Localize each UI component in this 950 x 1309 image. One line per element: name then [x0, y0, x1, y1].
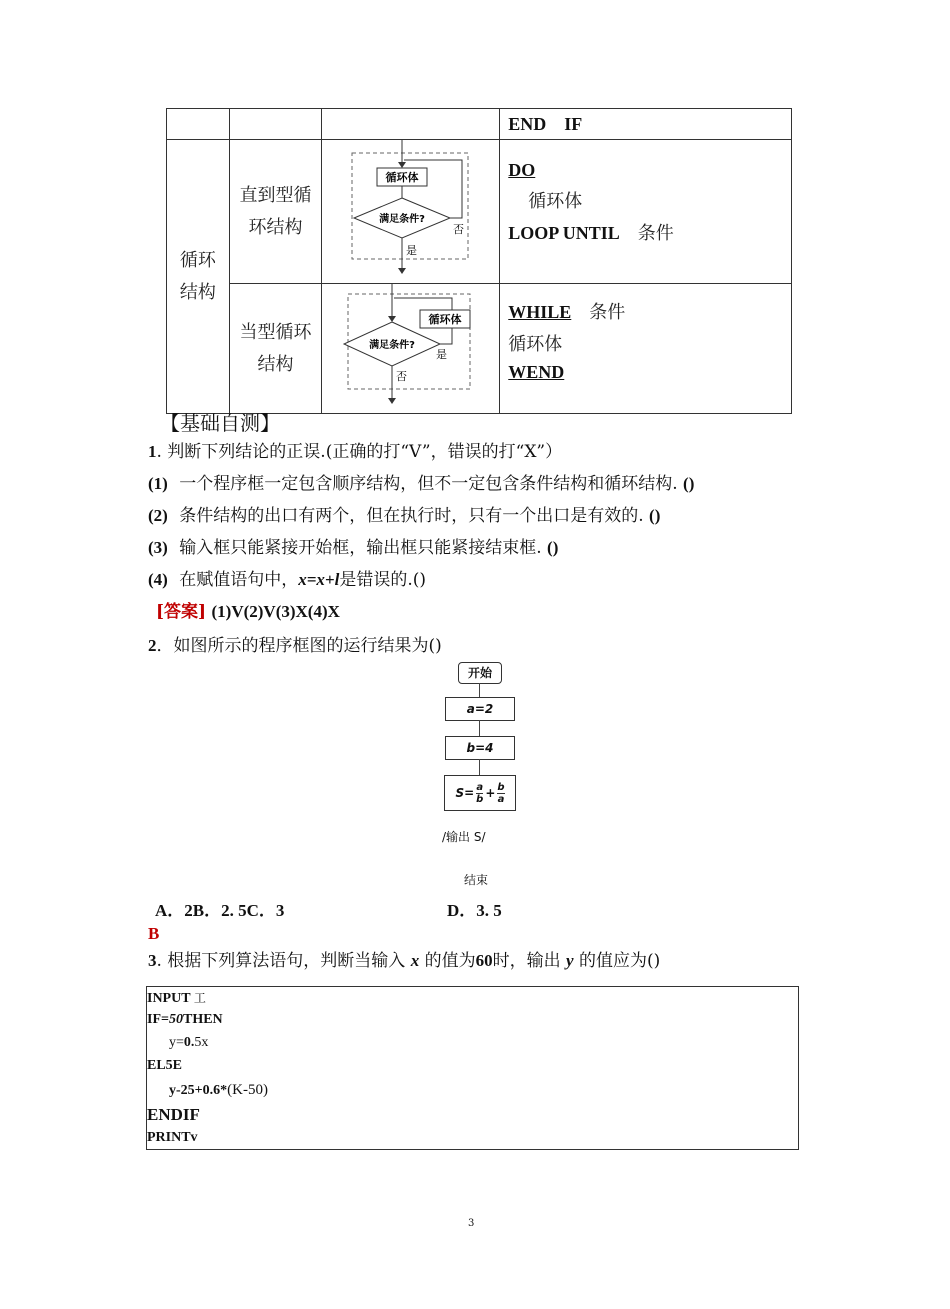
q1-stem [148, 437, 562, 467]
formula-plus: + [485, 786, 496, 800]
flow-output: /输出 S/ [442, 830, 486, 844]
q1-item-number: (2) [148, 506, 168, 525]
q1-item-blank: () [683, 474, 695, 493]
code-else-expr: (K-50) [227, 1082, 268, 1098]
yes-label: 是 [436, 348, 448, 361]
until-flowchart-cell [322, 140, 500, 284]
q2-number: 2 [148, 636, 157, 655]
yes-label: 是 [406, 244, 418, 257]
q1-item-number: (3) [148, 538, 168, 557]
flow-assign-b: b=4 [445, 736, 515, 760]
q1-item-text: 输入框只能紧接开始框，输出框只能紧接结束框. [179, 538, 542, 558]
until-flowchart [322, 140, 499, 279]
loop-body-text: 循环体 [428, 313, 462, 326]
flow-end: 结束 [464, 873, 489, 887]
while-loop-name-cell [229, 284, 322, 414]
q3-stem-text: 的值应为() [578, 951, 661, 971]
code-coeff: 0. [183, 1035, 195, 1050]
code-if-value: 50 [168, 1012, 183, 1027]
arrow-icon [398, 268, 406, 274]
table-cell [229, 109, 322, 140]
q3-stem-text: . 根据下列算法语句，判断当输入 [156, 951, 406, 971]
answer-label: [答案] [156, 602, 207, 622]
code-line: EL5E [147, 1058, 183, 1073]
page-number: 3 [468, 1218, 475, 1229]
q1-answer [156, 597, 340, 627]
fraction [497, 782, 504, 805]
q1-item-text: 是错误的. [339, 570, 413, 590]
code-then: THEN [182, 1012, 223, 1027]
code-wend: WEND [508, 362, 565, 382]
fraction-denominator: a [497, 793, 505, 805]
code-input-var: 工 [193, 991, 206, 1005]
until-loop-name: 直到型循 环结构 [239, 184, 312, 238]
table-row [167, 140, 792, 284]
q2-stem-text: ．如图所示的程序框图的运行结果为() [156, 636, 442, 656]
loop-back-line [394, 298, 452, 310]
q1-stem-text: . 判断下列结论的正误.(正确的打“V”，错误的打“X”） [156, 442, 563, 462]
fraction [476, 782, 483, 805]
flow-compute-s [444, 775, 516, 811]
while-flowchart [322, 284, 499, 409]
fraction-denominator: b [476, 793, 484, 805]
q2-answer: B [148, 924, 160, 943]
q1-item-blank: () [547, 538, 559, 557]
table-cell [167, 109, 230, 140]
q1-number: 1 [148, 442, 157, 461]
code-do: DO [508, 160, 536, 180]
q1-item [148, 533, 558, 563]
flow-line [440, 328, 452, 344]
no-label: 否 [453, 223, 465, 236]
q1-item-blank: () [649, 506, 661, 525]
flow-line [479, 683, 480, 697]
code-line [147, 1012, 223, 1028]
loop-body-text: 循环体 [385, 171, 419, 184]
no-label: 否 [396, 370, 408, 383]
code-else-assign: y-25+0.6* [169, 1083, 228, 1098]
while-code-cell [500, 284, 792, 414]
q1-item-text: 一个程序框一定包含顺序结构，但不一定包含条件结构和循环结构. [179, 474, 678, 494]
q3-number: 3 [148, 951, 157, 970]
q2-flowchart [430, 658, 530, 898]
q2-options-abc: A．2B．2. 5C．3 [155, 901, 285, 920]
q1-item-text: 条件结构的出口有两个，但在执行时，只有一个出口是有效的. [179, 506, 644, 526]
arrow-icon [388, 316, 396, 322]
until-code-cell [500, 140, 792, 284]
code-line [147, 989, 206, 1007]
flow-line [479, 720, 480, 736]
q3-value: 60 [475, 951, 493, 970]
algorithm-table [166, 108, 792, 414]
while-flowchart-cell [322, 284, 500, 414]
code-loop-body: 循环体 [508, 334, 563, 355]
section-title: 【基础自测】 [160, 411, 280, 435]
q1-item-expression: x=x+l [298, 570, 340, 589]
loop-category [167, 140, 230, 414]
q1-item-number: (1) [148, 474, 168, 493]
table-cell [500, 109, 792, 140]
q2-option-d: D．3. 5 [447, 901, 502, 920]
q1-item [148, 501, 660, 531]
q3-var-x: x [410, 951, 420, 970]
answer-text: (1)V(2)V(3)X(4)X [211, 602, 340, 621]
q3-var-y: y [566, 951, 574, 970]
fraction-numerator: a [476, 781, 484, 793]
q3-code-box [146, 986, 799, 1150]
table-cell [322, 109, 500, 140]
q1-item [148, 469, 694, 499]
q3-stem-text: 的值为 [424, 951, 476, 971]
code-input: INPUT [147, 991, 191, 1006]
code-loop-until: LOOP UNTIL [508, 223, 620, 243]
code-condition: 条件 [637, 223, 674, 244]
flow-line [479, 759, 480, 775]
code-line: PRINTv [147, 1130, 198, 1145]
q1-item [148, 565, 426, 595]
until-loop-name-cell [229, 140, 322, 284]
code-line [169, 1082, 268, 1099]
fraction-numerator: b [497, 781, 505, 793]
code-line: ENDIF [147, 1105, 200, 1124]
arrow-icon [388, 398, 396, 404]
code-loop-body: 循环体 [528, 191, 583, 212]
arrow-icon [398, 162, 406, 168]
formula-s: S= [455, 786, 475, 800]
q3-stem-text: 时，输出 [492, 951, 561, 971]
code-y-assign: y= [169, 1035, 184, 1050]
while-loop-name: 当型循环 结构 [239, 321, 312, 375]
q1-item-text: 在赋值语句中， [179, 570, 299, 590]
code-if: IF= [147, 1012, 169, 1027]
code-coeff-rest: 5x [194, 1035, 209, 1050]
flow-assign-a: a=2 [445, 697, 515, 721]
table-row [167, 284, 792, 414]
q1-item-blank: () [412, 570, 427, 590]
loop-category-label: 循环 结构 [179, 249, 216, 303]
code-while: WHILE [508, 302, 572, 322]
condition-text: 满足条件? [379, 214, 426, 225]
condition-text: 满足条件? [369, 340, 416, 351]
code-condition: 条件 [589, 302, 626, 323]
flow-start: 开始 [458, 662, 502, 684]
q2-stem [148, 631, 442, 661]
q1-item-number: (4) [148, 570, 168, 589]
table-row [167, 109, 792, 140]
code-line [169, 1035, 208, 1051]
code-end-if: END IF [508, 113, 583, 134]
q3-stem [148, 946, 660, 976]
